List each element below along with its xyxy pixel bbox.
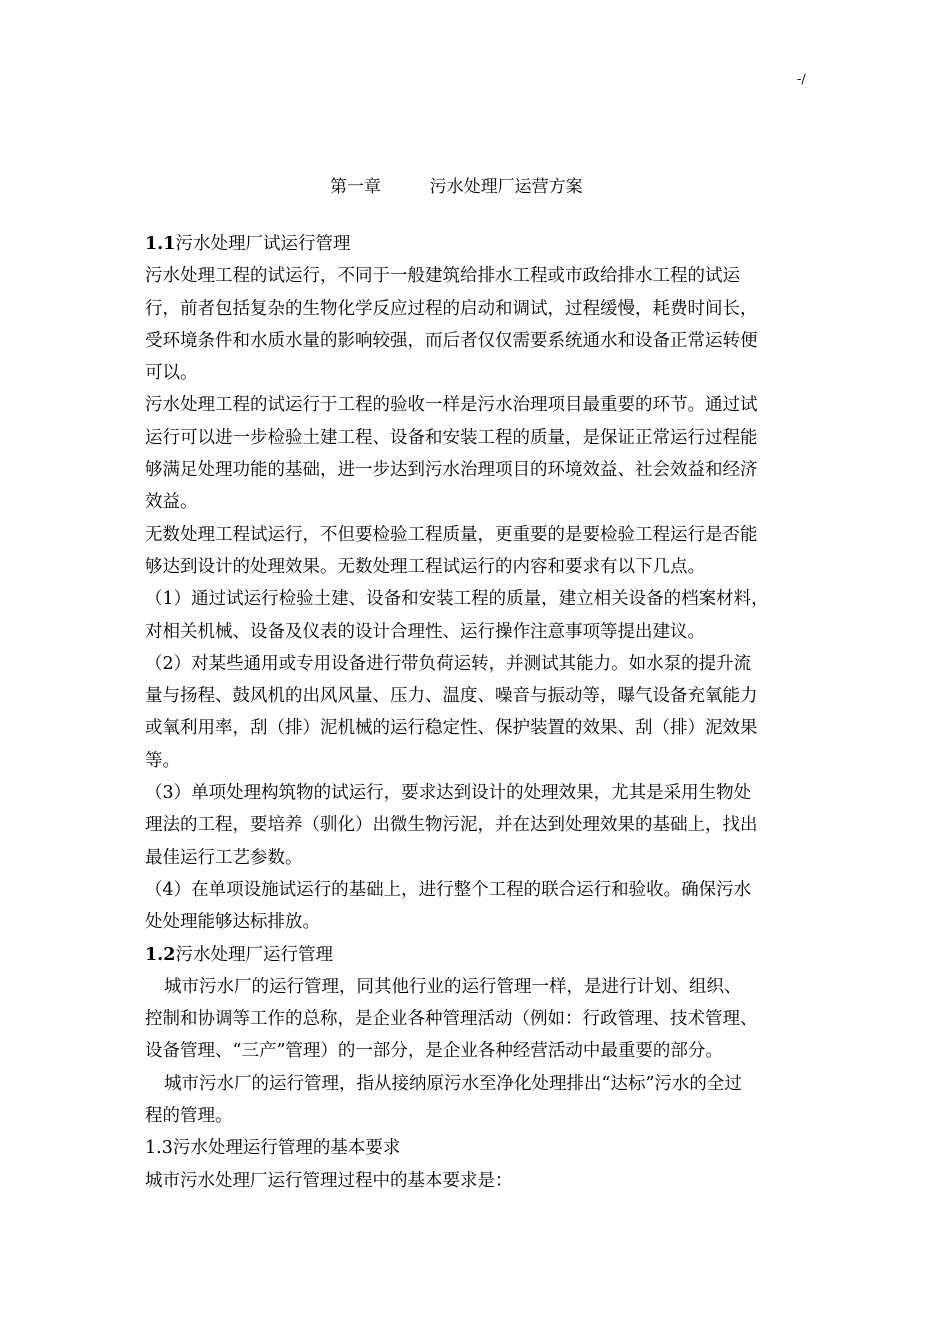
text-line: 无数处理工程试运行，不但要检验工程质量，更重要的是要检验工程运行是否能 [145, 524, 758, 545]
chapter-number: 第一章 [330, 177, 381, 197]
text-line: 污水处理工程的试运行于工程的验收一样是污水治理项目最重要的环节。通过试 [145, 395, 758, 416]
text-line: 可以。 [145, 363, 198, 384]
text-line: 处处理能够达标排放。 [145, 912, 320, 933]
section-heading [145, 228, 809, 260]
text-line: 行，前者包括复杂的生物化学反应过程的启动和调试，过程缓慢，耗费时间长， [145, 298, 758, 319]
text-line: 运行可以进一步检验土建工程、设备和安装工程的质量，是保证正常运行过程能 [145, 427, 758, 448]
section-number: 1.2 [145, 944, 176, 965]
text-line: 程的管理。 [145, 1106, 233, 1127]
chapter-title [330, 176, 583, 198]
text-line: 城市污水处理厂运行管理过程中的基本要求是： [145, 1170, 513, 1191]
section-heading [145, 939, 809, 971]
text-line: （2）对某些通用或专用设备进行带负荷运转，并测试其能力。如水泵的提升流 [145, 653, 752, 674]
section-number: 1.3 [145, 1138, 173, 1159]
text-line: 污水处理工程的试运行，不同于一般建筑给排水工程或市政给排水工程的试运 [145, 266, 740, 287]
text-line: 理法的工程，要培养（驯化）出微生物污泥，并在达到处理效果的基础上，找出 [145, 815, 758, 836]
text-line: 量与扬程、鼓风机的出风风量、压力、温度、噪音与振动等，曝气设备充氧能力 [145, 686, 758, 707]
text-line: 城市污水厂的运行管理，同其他行业的运行管理一样，是进行计划、组织、 [164, 976, 742, 997]
text-line: （1）通过试运行检验土建、设备和安装工程的质量，建立相关设备的档案材料， [145, 589, 769, 610]
page-mark: -/ [797, 72, 806, 87]
chapter-name: 污水处理厂运营方案 [429, 177, 583, 197]
text-line: 或氧利用率，刮（排）泥机械的运行稳定性、保护装置的效果、刮（排）泥效果 [145, 718, 758, 739]
text-line: 效益。 [145, 492, 198, 513]
text-line: 够达到设计的处理效果。无数处理工程试运行的内容和要求有以下几点。 [145, 556, 705, 577]
text-line: （3）单项处理构筑物的试运行，要求达到设计的处理效果，尤其是采用生物处 [145, 783, 752, 804]
text-line: 城市污水厂的运行管理，指从接纳原污水至净化处理排出“达标”污水的全过 [164, 1073, 742, 1094]
text-line: （4）在单项设施试运行的基础上，进行整个工程的联合运行和验收。确保污水 [145, 879, 752, 900]
text-line: 设备管理、“三产”管理）的一部分，是企业各种经营活动中最重要的部分。 [145, 1041, 723, 1062]
text-line: 受环境条件和水质水量的影响较强，而后者仅仅需要系统通水和设备正常运转便 [145, 330, 758, 351]
section-heading [145, 1132, 809, 1164]
text-line: 够满足处理功能的基础，进一步达到污水治理项目的环境效益、社会效益和经济 [145, 460, 758, 481]
text-line: 等。 [145, 750, 180, 771]
text-line: 控制和协调等工作的总称，是企业各种管理活动（例如：行政管理、技术管理、 [145, 1009, 758, 1030]
section-title: 污水处理厂试运行管理 [175, 234, 351, 254]
section-number: 1.1 [145, 234, 176, 254]
text-line: 最佳运行工艺参数。 [145, 847, 303, 868]
section-title: 污水处理厂运行管理 [175, 944, 333, 965]
section-title: 污水处理运行管理的基本要求 [172, 1138, 401, 1159]
text-line: 对相关机械、设备及仪表的设计合理性、运行操作注意事项等提出建议。 [145, 621, 705, 642]
document-body [145, 228, 809, 1197]
